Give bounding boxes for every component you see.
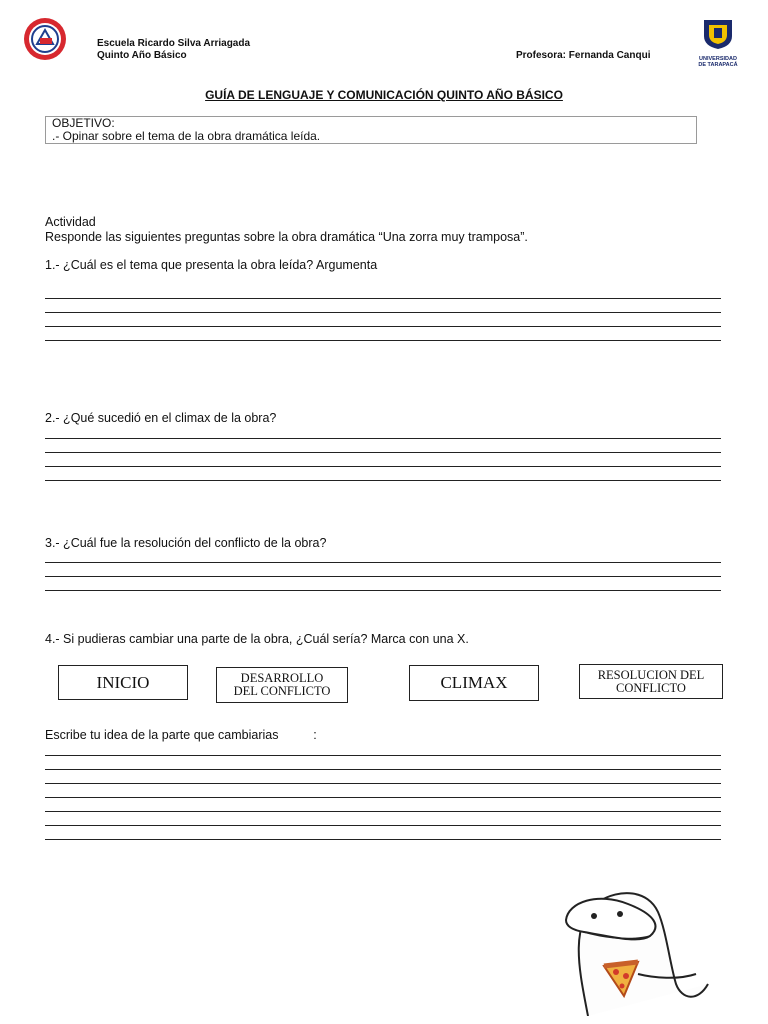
answer-line[interactable] <box>45 480 721 481</box>
university-logo <box>688 18 748 66</box>
answer-line[interactable] <box>45 312 721 313</box>
answer-line[interactable] <box>45 438 721 439</box>
objective-box <box>45 116 697 144</box>
activity-instruction: Responde las siguientes preguntas sobre la obra dramática “Una zorra muy tramposa”. <box>45 230 528 244</box>
activity-label: Actividad <box>45 215 96 229</box>
university-name-line2: DE TARAPACÁ <box>698 62 738 68</box>
objective-label: OBJETIVO: <box>52 116 115 130</box>
option-desarrollo[interactable]: DESARROLLO DEL CONFLICTO <box>216 667 348 703</box>
school-name: Escuela Ricardo Silva Arriagada <box>97 38 251 49</box>
question-3: 3.- ¿Cuál fue la resolución del conflicto de la obra? <box>45 536 327 550</box>
answer-line[interactable] <box>45 326 721 327</box>
answer-line[interactable] <box>45 340 721 341</box>
answer-line[interactable] <box>45 755 721 756</box>
objective-text: .- Opinar sobre el tema de la obra dramática leída. <box>52 129 321 143</box>
duck-pizza-illustration <box>558 884 718 1016</box>
question-2: 2.- ¿Qué sucedió en el climax de la obra? <box>45 411 277 425</box>
option-resolucion[interactable]: RESOLUCION DEL CONFLICTO <box>579 664 723 699</box>
answer-line[interactable] <box>45 825 721 826</box>
grade-label: Quinto Año Básico <box>97 50 187 61</box>
answer-line[interactable] <box>45 298 721 299</box>
answer-line[interactable] <box>45 590 721 591</box>
question-4: 4.- Si pudieras cambiar una parte de la obra, ¿Cuál sería? Marca con una X. <box>45 632 469 646</box>
answer-line[interactable] <box>45 769 721 770</box>
university-crest-icon <box>701 18 735 50</box>
school-info <box>97 38 250 62</box>
university-name-line1: UNIVERSIDAD <box>699 56 737 62</box>
answer-line[interactable] <box>45 783 721 784</box>
answer-line[interactable] <box>45 452 721 453</box>
page-title: GUÍA DE LENGUAJE Y COMUNICACIÓN QUINTO AÑO BÁSICO <box>205 88 563 102</box>
option-inicio[interactable]: INICIO <box>58 665 188 700</box>
answer-line[interactable] <box>45 466 721 467</box>
answer-line[interactable] <box>45 811 721 812</box>
answer-line[interactable] <box>45 576 721 577</box>
answer-line[interactable] <box>45 839 721 840</box>
teacher-name: Profesora: Fernanda Canqui <box>516 50 651 61</box>
school-logo <box>22 16 68 62</box>
option-climax[interactable]: CLIMAX <box>409 665 539 701</box>
answer-line[interactable] <box>45 562 721 563</box>
question-1: 1.- ¿Cuál es el tema que presenta la obra leída? Argumenta <box>45 258 378 272</box>
answer-line[interactable] <box>45 797 721 798</box>
write-prompt: Escribe tu idea de la parte que cambiarias : <box>45 728 317 742</box>
